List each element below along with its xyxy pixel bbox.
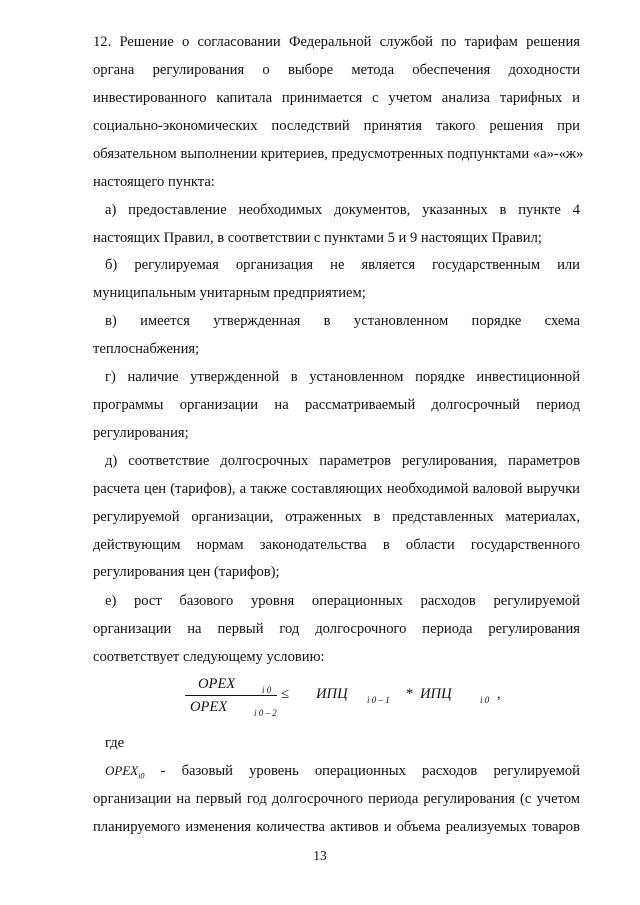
formula-ipc-1-subscript: i 0 – 1 [367, 695, 390, 705]
formula-numerator: OPEX [198, 676, 236, 692]
item-g-line-3: регулирования; [93, 425, 189, 441]
item-e-line-3: соответствует следующему условию: [93, 649, 325, 665]
item-a-line-1: а) предоставление необходимых документов, указанных в пункте 4 [105, 202, 580, 218]
definition-text: - базовый уровень операционных расходов регулируемой [144, 763, 580, 779]
item-g-line-1: г) наличие утвержденной в установленном порядке инвестиционной [105, 369, 580, 385]
page-number: 13 [313, 848, 327, 863]
paragraph-12-line-3: инвестированного капитала принимается с учетом анализа тарифных и [93, 90, 580, 106]
definition-line-2: организации на первый год долгосрочного периода регулирования (с учетом [93, 791, 580, 807]
fraction-bar [185, 695, 277, 696]
paragraph-12-line-1: 12. Решение о согласовании Федеральной службой по тарифам решения [93, 34, 580, 50]
paragraph-12-line-5: обязательном выполнении критериев, предусмотренных подпунктами «а»-«ж» [93, 146, 584, 162]
formula-ipc-2-subscript: i 0 [480, 695, 490, 705]
paragraph-12-line-2: органа регулирования о выборе метода обеспечения доходности [93, 62, 580, 78]
item-d-line-5: регулирования цен (тарифов); [93, 564, 280, 580]
item-d-line-2: расчета цен (тарифов), а также составляющих необходимой валовой выручки [93, 481, 580, 497]
item-d-line-4: действующим нормам законодательства в области государственного [93, 537, 580, 553]
where-label: где [105, 735, 125, 751]
paragraph-12-line-6: настоящего пункта: [93, 174, 215, 190]
item-g-line-2: программы организации на рассматриваемый долгосрочный период [93, 397, 580, 413]
item-a-line-2: настоящих Правил, в соответствии с пунктами 5 и 9 настоящих Правил; [93, 230, 542, 246]
formula-ipc-1: ИПЦ [316, 686, 348, 702]
item-e-line-1: е) рост базового уровня операционных расходов регулируемой [105, 593, 580, 609]
definition-symbol: $OPEX_{i0}$ [105, 763, 145, 781]
formula-denominator-subscript: i 0 – 2 [254, 708, 277, 718]
item-d-line-3: регулируемой организации, отраженных в представленных материалах, [93, 509, 580, 525]
formula-denominator: OPEX [190, 699, 228, 715]
item-b-line-2: муниципальным унитарным предприятием; [93, 285, 366, 301]
formula-numerator-subscript: i 0 [262, 685, 272, 695]
formula-times: * [406, 686, 414, 702]
formula-ipc-2: ИПЦ [420, 686, 452, 702]
item-e-line-2: организации на первый год долгосрочного периода регулирования [93, 621, 580, 637]
item-d-line-1: д) соответствие долгосрочных параметров регулирования, параметров [105, 453, 580, 469]
definition-line-3: планируемого изменения количества активов и объема реализуемых товаров [93, 819, 580, 835]
definition-line-1 [105, 762, 580, 786]
item-v-line-1: в) имеется утвержденная в установленном порядке схема [105, 313, 580, 329]
formula-relation: ≤ [281, 686, 290, 702]
paragraph-12-line-4: социально-экономических последствий принятия такого решения при [93, 118, 580, 134]
item-v-line-2: теплоснабжения; [93, 341, 200, 357]
formula-trailing-comma: , [497, 686, 501, 702]
item-b-line-1: б) регулируемая организация не является государственным или [105, 257, 580, 273]
